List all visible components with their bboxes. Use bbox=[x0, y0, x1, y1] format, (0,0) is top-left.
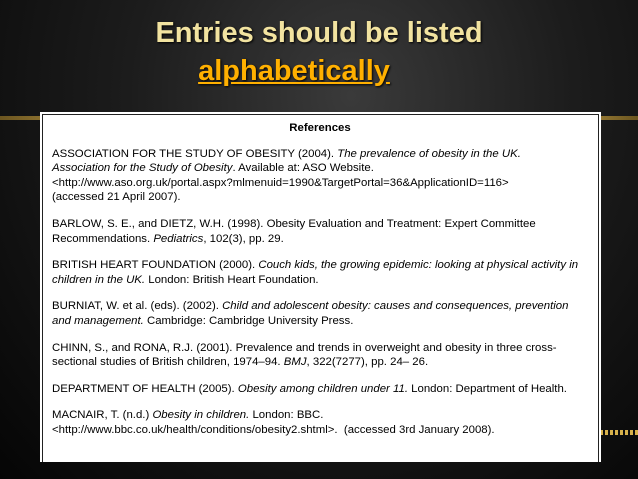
entry-rest: London: Department of Health. bbox=[408, 382, 567, 395]
reference-entry bbox=[52, 382, 588, 397]
entry-url: <http://www.aso.org.uk/portal.aspx?mlmenuid=1990&TargetPortal=36&ApplicationID=116> bbox=[52, 176, 509, 189]
reference-entry bbox=[52, 217, 588, 246]
reference-entry bbox=[52, 299, 588, 328]
entry-title-cont: Association for the Study of Obesity bbox=[52, 162, 233, 175]
reference-entry bbox=[52, 341, 588, 370]
reference-document-image bbox=[40, 112, 601, 462]
reference-entry bbox=[52, 408, 588, 437]
entry-rest: . Available at: ASO Website. bbox=[232, 162, 374, 175]
entry-author: BRITISH HEART FOUNDATION (2000). bbox=[52, 259, 256, 272]
references-heading: References bbox=[289, 122, 351, 134]
entry-url: <http://www.bbc.co.uk/health/conditions/obesity2.shtml>. bbox=[52, 423, 338, 436]
slide-title-line1: Entries should be listed bbox=[155, 17, 483, 49]
entry-rest: London: BBC. bbox=[249, 409, 324, 422]
entry-journal: BMJ bbox=[283, 356, 307, 369]
slide-title-line2: alphabetically bbox=[198, 55, 390, 87]
entry-author: DEPARTMENT OF HEALTH (2005). bbox=[52, 382, 235, 395]
entry-title: The prevalence of obesity in the UK. bbox=[337, 147, 521, 160]
entry-rest: , 102(3), pp. 29. bbox=[203, 232, 284, 245]
entry-rest: Cambridge: Cambridge University Press. bbox=[143, 314, 354, 327]
entry-author: BURNIAT, W. et al. (eds). (2002). bbox=[52, 300, 219, 313]
reference-document-frame bbox=[42, 114, 599, 462]
entry-title: Child and adolescent obesity: causes and consequences, prevention and management. bbox=[52, 300, 569, 327]
entry-accessed: (accessed 3rd January 2008). bbox=[343, 423, 495, 436]
decorative-dots bbox=[595, 430, 638, 435]
slide-title bbox=[0, 14, 638, 90]
entry-journal: Pediatrics bbox=[153, 232, 204, 245]
entry-author: ASSOCIATION FOR THE STUDY OF OBESITY (2004). bbox=[52, 147, 335, 160]
entry-rest: , 322(7277), pp. 24– 26. bbox=[306, 356, 429, 369]
reference-entry bbox=[52, 258, 588, 287]
entry-title: Obesity in children. bbox=[152, 409, 250, 422]
reference-entry bbox=[52, 147, 588, 205]
entry-author: BARLOW, S. E., and DIETZ, W.H. (1998). Obesity Evaluation and Treatment: Expert Committee Recommendations. bbox=[52, 217, 536, 245]
entry-title: Obesity among children under 11. bbox=[237, 382, 409, 395]
entry-author: CHINN, S., and RONA, R.J. (2001). Prevalence and trends in overweight and obesity in three cross-sectional studies of British children, 1974–94. bbox=[52, 341, 557, 369]
entry-title: Couch kids, the growing epidemic: looking at physical activity in children in the UK. bbox=[52, 259, 579, 286]
entry-rest: London: British Heart Foundation. bbox=[145, 273, 319, 286]
entry-author: MACNAIR, T. (n.d.) bbox=[52, 409, 150, 422]
entry-accessed: (accessed 21 April 2007). bbox=[52, 191, 181, 204]
